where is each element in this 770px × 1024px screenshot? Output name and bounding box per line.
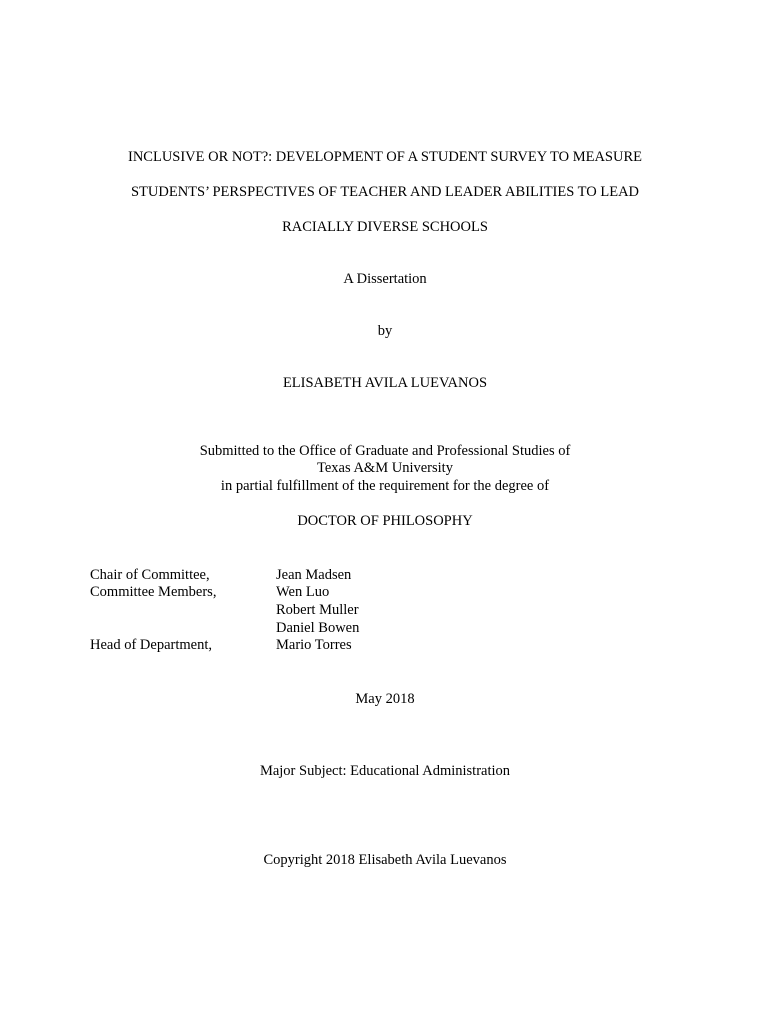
head-name: Mario Torres: [276, 637, 352, 653]
by-text: by: [377, 323, 393, 339]
title-line-3: RACIALLY DIVERSE SCHOOLS: [282, 219, 488, 235]
author-name: ELISABETH AVILA LUEVANOS: [282, 375, 488, 391]
copyright: Copyright 2018 Elisabeth Avila Luevanos: [263, 852, 507, 868]
submission-line-3: in partial fulfillment of the requirement for the degree of: [220, 478, 550, 494]
chair-label: Chair of Committee,: [90, 567, 210, 583]
committee-block: [90, 566, 490, 666]
member-name: Robert Muller: [276, 602, 359, 618]
title-line-1: INCLUSIVE OR NOT?: DEVELOPMENT OF A STUDENT SURVEY TO MEASURE: [127, 149, 642, 165]
submission-line-2: Texas A&M University: [317, 460, 453, 476]
submission-line-1: Submitted to the Office of Graduate and Professional Studies of: [199, 443, 571, 459]
head-label: Head of Department,: [90, 637, 212, 653]
chair-name: Jean Madsen: [276, 567, 352, 583]
title-line-2: STUDENTS’ PERSPECTIVES OF TEACHER AND LEADER ABILITIES TO LEAD: [130, 184, 640, 200]
members-label: Committee Members,: [90, 584, 217, 600]
document-type: A Dissertation: [343, 271, 427, 287]
member-name: Wen Luo: [276, 584, 330, 600]
member-name: Daniel Bowen: [276, 620, 360, 636]
degree: DOCTOR OF PHILOSOPHY: [297, 513, 473, 529]
major-subject: Major Subject: Educational Administration: [259, 763, 511, 779]
date: May 2018: [355, 691, 415, 707]
